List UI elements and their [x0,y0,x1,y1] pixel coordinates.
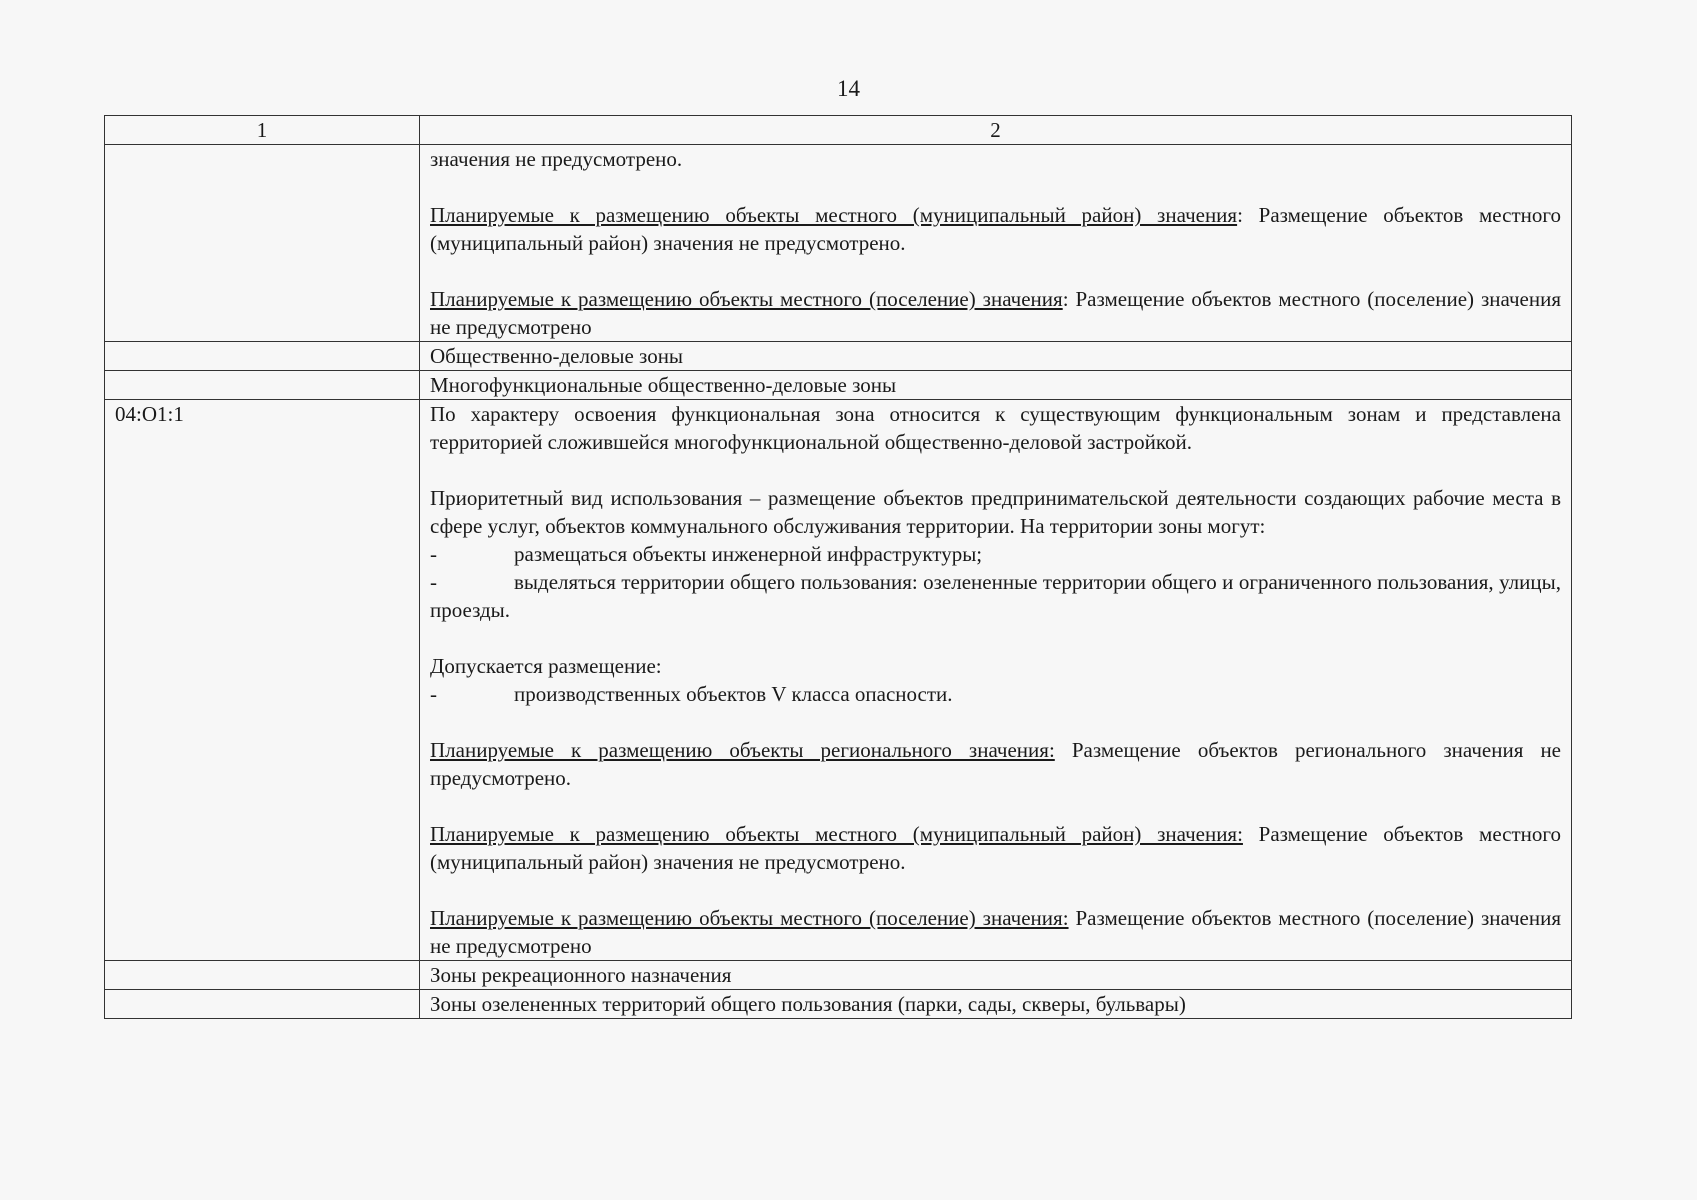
cell-code-empty [105,961,420,990]
settlement-objects-paragraph [430,285,1561,341]
municipal-objects-text: Размещение объектов местного (муниципальный район) значения не предусмотрено. [430,822,1561,874]
zone-development-text: По характеру освоения функциональная зона относится к существующим функциональным зонам и представлена территорией сложившейся многофункциональной общественно-деловой застройкой. [430,402,1561,454]
municipal-objects-text: Размещение объектов местного (муниципальный район) значения не предусмотрено. [430,203,1561,255]
table-row-multifunctional [105,371,1572,400]
zone-priority-use-text: Приоритетный вид использования – размещение объектов предпринимательской деятельности создающих рабочие места в сфере услуг, объектов коммунального обслуживания территории. На территории зоны могут: [430,486,1561,538]
bullet-text: выделяться территории общего пользования: озелененные территории общего и ограниченного пользования, улицы, проезды. [430,570,1561,622]
table-row-public-business [105,342,1572,371]
cell-code-empty [105,145,420,342]
municipal-objects-label: Планируемые к размещению объекты местного (муниципальный район) значения [430,203,1238,227]
page-number: 14 [837,76,860,101]
allowed-placement-text: Допускается размещение: [430,654,662,678]
zone-subcategory-title: Зоны озелененных территорий общего пользования (парки, сады, скверы, бульвары) [420,990,1572,1019]
settlement-objects-paragraph [430,904,1561,960]
continuation-text: значения не предусмотрено. [430,147,683,171]
settlement-objects-label: Планируемые к размещению объекты местного (поселение) значения [430,287,1063,311]
header-col-1: 1 [105,116,420,145]
cell-code-empty [105,342,420,371]
settlement-objects-text: Размещение объектов местного (поселение) значения не предусмотрено [430,906,1562,958]
cell-description [420,145,1572,342]
bullet-dash: - [430,682,437,706]
table-row-recreation [105,961,1572,990]
list-item [430,568,1561,624]
table-row-zone [105,400,1572,961]
bullet-dash: - [430,542,437,566]
zones-table [104,115,1572,1019]
table-header-row [105,116,1572,145]
table-row-continuation [105,145,1572,342]
regional-objects-text: Размещение объектов регионального значения не предусмотрено. [430,738,1561,790]
settlement-objects-sep: : [1062,287,1069,311]
zone-category-title: Общественно-деловые зоны [420,342,1572,371]
list-item [430,540,1561,568]
bullet-text: производственных объектов V класса опасности. [514,682,953,706]
zone-subcategory-title: Многофункциональные общественно-деловые зоны [420,371,1572,400]
cell-code-empty [105,990,420,1019]
settlement-objects-label: Планируемые к размещению объекты местного (поселение) значения: [430,906,1069,930]
municipal-objects-paragraph [430,201,1561,257]
cell-code-empty [105,371,420,400]
table-row-green [105,990,1572,1019]
settlement-objects-text: Размещение объектов местного (поселение) значения не предусмотрено [430,287,1561,339]
municipal-objects-label: Планируемые к размещению объекты местного (муниципальный район) значения: [430,822,1243,846]
municipal-objects-sep: : [1237,203,1243,227]
list-item [430,680,1561,708]
zone-code: 04:О1:1 [105,400,420,961]
regional-objects-paragraph [430,736,1561,792]
bullet-dash: - [430,570,437,594]
municipal-objects-paragraph [430,820,1561,876]
header-col-2: 2 [420,116,1572,145]
regional-objects-label: Планируемые к размещению объекты регионального значения: [430,738,1055,762]
bullet-text: размещаться объекты инженерной инфраструктуры; [514,542,983,566]
zone-category-title: Зоны рекреационного назначения [420,961,1572,990]
zone-description [420,400,1572,961]
